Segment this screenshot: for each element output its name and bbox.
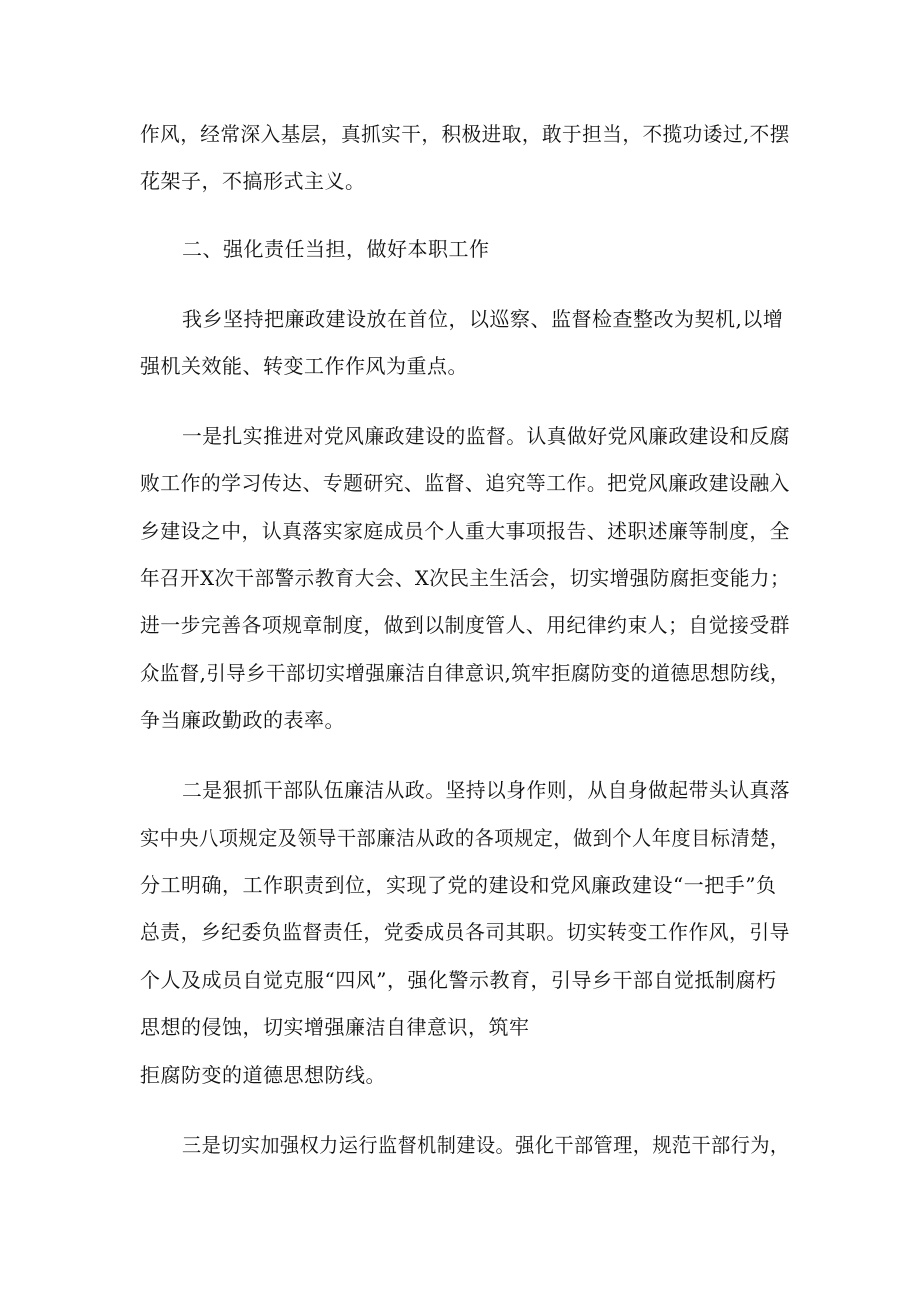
text-line: 思想的侵蚀，切实增强廉洁自律意识，筑牢 (140, 1015, 530, 1039)
text-line: 个人及成员自觉克服“四风”，强化警示教育，引导乡干部自觉抵制腐朽 (140, 968, 777, 992)
text-line: 二是狠抓干部队伍廉洁从政。坚持以身作则，从自身做起带头认真落 (182, 778, 790, 802)
text-line: 分工明确，工作职责到位，实现了党的建设和党风廉政建设“一把手”负 (140, 873, 777, 897)
text-line: 三是切实加强权力运行监督机制建设。强化干部管理，规范干部行为， (182, 1133, 790, 1157)
section-heading: 二、强化责任当担，做好本职工作 (182, 237, 490, 261)
text-line: 我乡坚持把廉政建设放在首位，以巡察、监督检查整改为契机,以增 (182, 307, 784, 331)
text-line: 年召开X次干部警示教育大会、X次民主生活会，切实增强防腐拒变能力； (140, 566, 790, 590)
text-line: 败工作的学习传达、专题研究、监督、追究等工作。把党风廉政建设融入 (140, 471, 790, 495)
text-line: 乡建设之中，认真落实家庭成员个人重大事项报告、述职述廉等制度，全 (140, 519, 790, 543)
text-line: 一是扎实推进对党风廉政建设的监督。认真做好党风廉政建设和反腐 (182, 424, 790, 448)
text-line: 争当廉政勤政的表率。 (140, 708, 345, 732)
text-line: 拒腐防变的道德思想防线。 (140, 1063, 386, 1087)
text-line: 作风，经常深入基层，真抓实干，积极进取，敢于担当，不揽功诿过,不摆 (140, 122, 790, 146)
text-line: 强机关效能、转变工作作风为重点。 (140, 354, 468, 378)
text-line: 进一步完善各项规章制度，做到以制度管人、用纪律约束人；自觉接受群 (140, 613, 790, 637)
text-line: 实中央八项规定及领导干部廉洁从政的各项规定，做到个人年度目标清楚， (140, 826, 790, 850)
text-line: 花架子，不搞形式主义。 (140, 169, 366, 193)
text-line: 众监督,引导乡干部切实增强廉洁自律意识,筑牢拒腐防变的道德思想防线， (140, 661, 790, 685)
text-line: 总责，乡纪委负监督责任，党委成员各司其职。切实转变工作作风，引导 (140, 920, 790, 944)
